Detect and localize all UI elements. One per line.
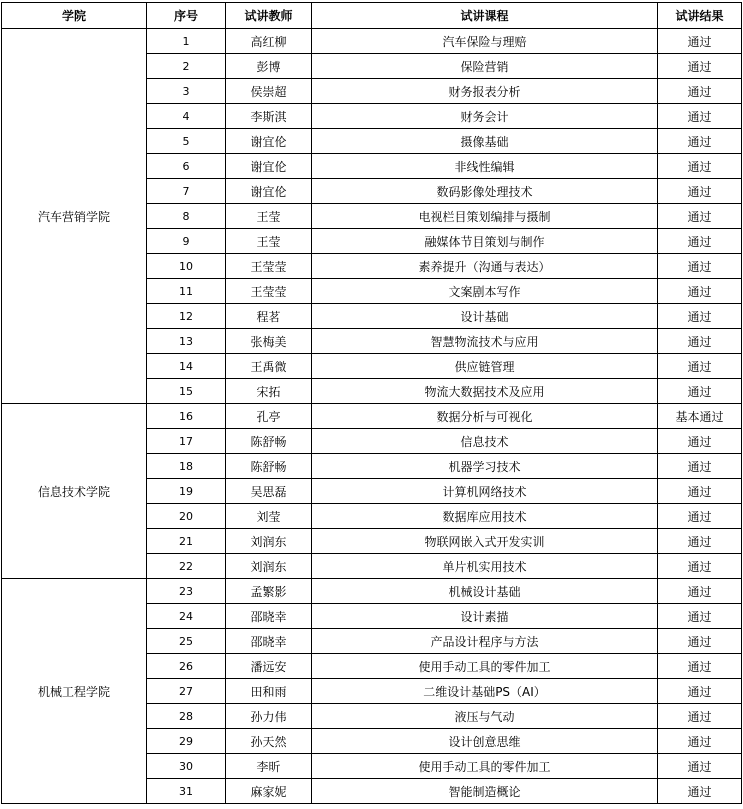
header-result: 试讲结果 — [658, 3, 742, 29]
course-cell: 融媒体节目策划与制作 — [312, 229, 658, 254]
course-cell: 素养提升（沟通与表达） — [312, 254, 658, 279]
course-cell: 物流大数据技术及应用 — [312, 379, 658, 404]
result-cell: 通过 — [658, 704, 742, 729]
number-cell: 15 — [147, 379, 226, 404]
course-cell: 使用手动工具的零件加工 — [312, 654, 658, 679]
teacher-cell: 潘远安 — [226, 654, 312, 679]
teacher-cell: 张梅美 — [226, 329, 312, 354]
result-cell: 通过 — [658, 379, 742, 404]
result-cell: 通过 — [658, 779, 742, 804]
number-cell: 25 — [147, 629, 226, 654]
result-cell: 通过 — [658, 454, 742, 479]
course-cell: 使用手动工具的零件加工 — [312, 754, 658, 779]
number-cell: 22 — [147, 554, 226, 579]
teacher-cell: 王莹莹 — [226, 279, 312, 304]
course-cell: 物联网嵌入式开发实训 — [312, 529, 658, 554]
number-cell: 1 — [147, 29, 226, 54]
teacher-cell: 王莹 — [226, 204, 312, 229]
teacher-cell: 刘润东 — [226, 529, 312, 554]
number-cell: 31 — [147, 779, 226, 804]
teacher-cell: 高红柳 — [226, 29, 312, 54]
number-cell: 27 — [147, 679, 226, 704]
number-cell: 13 — [147, 329, 226, 354]
result-cell: 通过 — [658, 54, 742, 79]
number-cell: 6 — [147, 154, 226, 179]
teacher-cell: 刘莹 — [226, 504, 312, 529]
teacher-cell: 陈舒畅 — [226, 429, 312, 454]
result-cell: 通过 — [658, 729, 742, 754]
course-cell: 汽车保险与理赔 — [312, 29, 658, 54]
teacher-cell: 孙力伟 — [226, 704, 312, 729]
result-cell: 通过 — [658, 354, 742, 379]
number-cell: 9 — [147, 229, 226, 254]
trial-lecture-results-table — [1, 2, 742, 804]
table-row — [2, 579, 742, 604]
course-cell: 财务报表分析 — [312, 79, 658, 104]
course-cell: 电视栏目策划编排与摄制 — [312, 204, 658, 229]
teacher-cell: 王莹 — [226, 229, 312, 254]
number-cell: 14 — [147, 354, 226, 379]
result-cell: 通过 — [658, 129, 742, 154]
course-cell: 单片机实用技术 — [312, 554, 658, 579]
number-cell: 29 — [147, 729, 226, 754]
number-cell: 11 — [147, 279, 226, 304]
result-cell: 通过 — [658, 554, 742, 579]
number-cell: 17 — [147, 429, 226, 454]
course-cell: 信息技术 — [312, 429, 658, 454]
header-teacher: 试讲教师 — [226, 3, 312, 29]
teacher-cell: 刘润东 — [226, 554, 312, 579]
course-cell: 非线性编辑 — [312, 154, 658, 179]
teacher-cell: 李斯淇 — [226, 104, 312, 129]
header-course: 试讲课程 — [312, 3, 658, 29]
number-cell: 21 — [147, 529, 226, 554]
course-cell: 智能制造概论 — [312, 779, 658, 804]
course-cell: 设计创意思维 — [312, 729, 658, 754]
number-cell: 18 — [147, 454, 226, 479]
course-cell: 保险营销 — [312, 54, 658, 79]
table-row — [2, 29, 742, 54]
teacher-cell: 程茗 — [226, 304, 312, 329]
number-cell: 8 — [147, 204, 226, 229]
number-cell: 2 — [147, 54, 226, 79]
teacher-cell: 谢宜伦 — [226, 179, 312, 204]
result-cell: 通过 — [658, 604, 742, 629]
result-cell: 通过 — [658, 479, 742, 504]
teacher-cell: 陈舒畅 — [226, 454, 312, 479]
result-cell: 通过 — [658, 679, 742, 704]
number-cell: 3 — [147, 79, 226, 104]
teacher-cell: 王莹莹 — [226, 254, 312, 279]
course-cell: 产品设计程序与方法 — [312, 629, 658, 654]
result-cell: 通过 — [658, 654, 742, 679]
course-cell: 计算机网络技术 — [312, 479, 658, 504]
course-cell: 设计基础 — [312, 304, 658, 329]
number-cell: 4 — [147, 104, 226, 129]
course-cell: 液压与气动 — [312, 704, 658, 729]
teacher-cell: 宋拓 — [226, 379, 312, 404]
teacher-cell: 彭博 — [226, 54, 312, 79]
course-cell: 文案剧本写作 — [312, 279, 658, 304]
result-cell: 基本通过 — [658, 404, 742, 429]
number-cell: 16 — [147, 404, 226, 429]
course-cell: 数码影像处理技术 — [312, 179, 658, 204]
number-cell: 28 — [147, 704, 226, 729]
number-cell: 7 — [147, 179, 226, 204]
number-cell: 5 — [147, 129, 226, 154]
number-cell: 20 — [147, 504, 226, 529]
college-cell: 汽车营销学院 — [2, 29, 147, 404]
number-cell: 30 — [147, 754, 226, 779]
teacher-cell: 麻家妮 — [226, 779, 312, 804]
result-cell: 通过 — [658, 179, 742, 204]
course-cell: 二维设计基础PS（AI） — [312, 679, 658, 704]
teacher-cell: 王禹微 — [226, 354, 312, 379]
course-cell: 财务会计 — [312, 104, 658, 129]
course-cell: 供应链管理 — [312, 354, 658, 379]
course-cell: 机械设计基础 — [312, 579, 658, 604]
teacher-cell: 谢宜伦 — [226, 129, 312, 154]
table-body — [2, 29, 742, 804]
result-cell: 通过 — [658, 279, 742, 304]
header-college: 学院 — [2, 3, 147, 29]
teacher-cell: 侯崇超 — [226, 79, 312, 104]
result-cell: 通过 — [658, 29, 742, 54]
result-cell: 通过 — [658, 304, 742, 329]
result-cell: 通过 — [658, 229, 742, 254]
result-cell: 通过 — [658, 429, 742, 454]
result-cell: 通过 — [658, 254, 742, 279]
number-cell: 12 — [147, 304, 226, 329]
result-cell: 通过 — [658, 579, 742, 604]
teacher-cell: 孙天然 — [226, 729, 312, 754]
header-number: 序号 — [147, 3, 226, 29]
teacher-cell: 邵晓幸 — [226, 604, 312, 629]
number-cell: 10 — [147, 254, 226, 279]
number-cell: 26 — [147, 654, 226, 679]
teacher-cell: 田和雨 — [226, 679, 312, 704]
number-cell: 24 — [147, 604, 226, 629]
course-cell: 智慧物流技术与应用 — [312, 329, 658, 354]
course-cell: 设计素描 — [312, 604, 658, 629]
course-cell: 数据库应用技术 — [312, 504, 658, 529]
teacher-cell: 孟繁影 — [226, 579, 312, 604]
teacher-cell: 李昕 — [226, 754, 312, 779]
result-cell: 通过 — [658, 204, 742, 229]
teacher-cell: 谢宜伦 — [226, 154, 312, 179]
college-cell: 机械工程学院 — [2, 579, 147, 804]
course-cell: 机器学习技术 — [312, 454, 658, 479]
result-cell: 通过 — [658, 504, 742, 529]
result-cell: 通过 — [658, 104, 742, 129]
header-row — [2, 3, 742, 29]
result-cell: 通过 — [658, 629, 742, 654]
course-cell: 摄像基础 — [312, 129, 658, 154]
teacher-cell: 吴思磊 — [226, 479, 312, 504]
teacher-cell: 孔亭 — [226, 404, 312, 429]
result-cell: 通过 — [658, 329, 742, 354]
result-cell: 通过 — [658, 754, 742, 779]
college-cell: 信息技术学院 — [2, 404, 147, 579]
result-cell: 通过 — [658, 79, 742, 104]
table-row — [2, 404, 742, 429]
course-cell: 数据分析与可视化 — [312, 404, 658, 429]
teacher-cell: 邵晓幸 — [226, 629, 312, 654]
result-cell: 通过 — [658, 154, 742, 179]
number-cell: 23 — [147, 579, 226, 604]
result-cell: 通过 — [658, 529, 742, 554]
number-cell: 19 — [147, 479, 226, 504]
